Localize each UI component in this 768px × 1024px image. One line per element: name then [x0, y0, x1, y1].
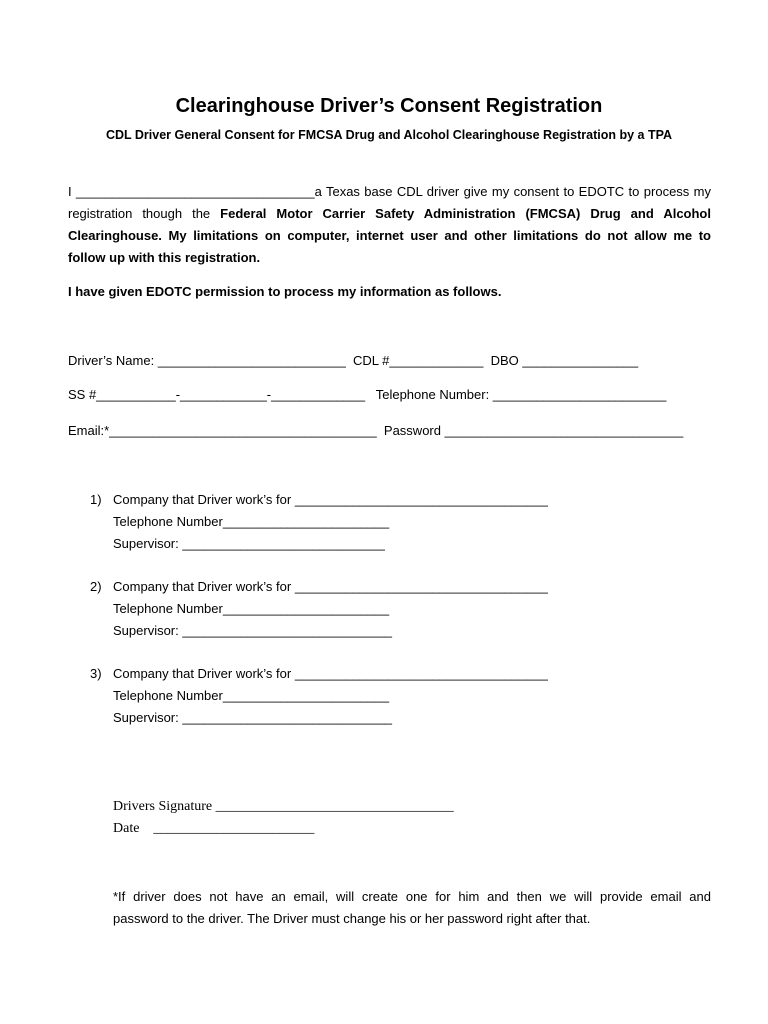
- driver-name-cdl-dbo-row[interactable]: Driver’s Name: __________________________ CDL #_____________ DBO ________________: [68, 353, 639, 368]
- company-1-name-field[interactable]: Company that Driver work’s for ___________________________________: [113, 492, 548, 507]
- consent-line-1: I _________________________________a Texas base CDL driver give my consent to EDOTC to process my: [68, 184, 711, 199]
- company-1-phone-field[interactable]: Telephone Number_______________________: [113, 514, 390, 529]
- document-title: Clearinghouse Driver’s Consent Registration: [175, 95, 603, 117]
- consent-line-3: Clearinghouse. My limitations on computer, internet user and other limitations do not allow me to: [68, 228, 711, 243]
- company-3-supervisor-field[interactable]: Supervisor: _____________________________: [113, 710, 393, 725]
- list-number-3: 3): [90, 666, 102, 681]
- company-3-name-field[interactable]: Company that Driver work’s for ___________________________________: [113, 666, 548, 681]
- consent-line-2: registration though the Federal Motor Carrier Safety Administration (FMCSA) Drug and Alcohol: [68, 206, 711, 221]
- email-footnote: [113, 886, 711, 930]
- company-3-phone-field[interactable]: Telephone Number_______________________: [113, 688, 390, 703]
- company-2-name-field[interactable]: Company that Driver work’s for ___________________________________: [113, 579, 548, 594]
- list-number-2: 2): [90, 579, 102, 594]
- footnote-line-2: password to the driver. The Driver must change his or her password right after that.: [113, 911, 591, 926]
- company-1-supervisor-field[interactable]: Supervisor: ____________________________: [113, 536, 385, 551]
- consent-paragraph: [68, 181, 711, 269]
- list-number-1: 1): [90, 492, 102, 507]
- consent-line-4: follow up with this registration.: [68, 250, 261, 265]
- driver-signature-field[interactable]: Drivers Signature __________________________________: [113, 799, 454, 814]
- company-2-supervisor-field[interactable]: Supervisor: _____________________________: [113, 623, 393, 638]
- driver-name-blank[interactable]: _________________________________: [76, 184, 315, 199]
- date-field[interactable]: Date _______________________: [113, 821, 315, 836]
- document-subtitle: CDL Driver General Consent for FMCSA Drug and Alcohol Clearinghouse Registration by a TPA: [105, 128, 673, 142]
- permission-statement: I have given EDOTC permission to process my information as follows.: [68, 284, 502, 299]
- email-password-row[interactable]: Email:*_____________________________________ Password _________________________________: [68, 423, 684, 438]
- footnote-line-1: *If driver does not have an email, will create one for him and then we will provide email and: [113, 889, 711, 904]
- company-2-phone-field[interactable]: Telephone Number_______________________: [113, 601, 390, 616]
- ssn-telephone-row[interactable]: SS #___________-____________-_____________ Telephone Number: ________________________: [68, 387, 667, 402]
